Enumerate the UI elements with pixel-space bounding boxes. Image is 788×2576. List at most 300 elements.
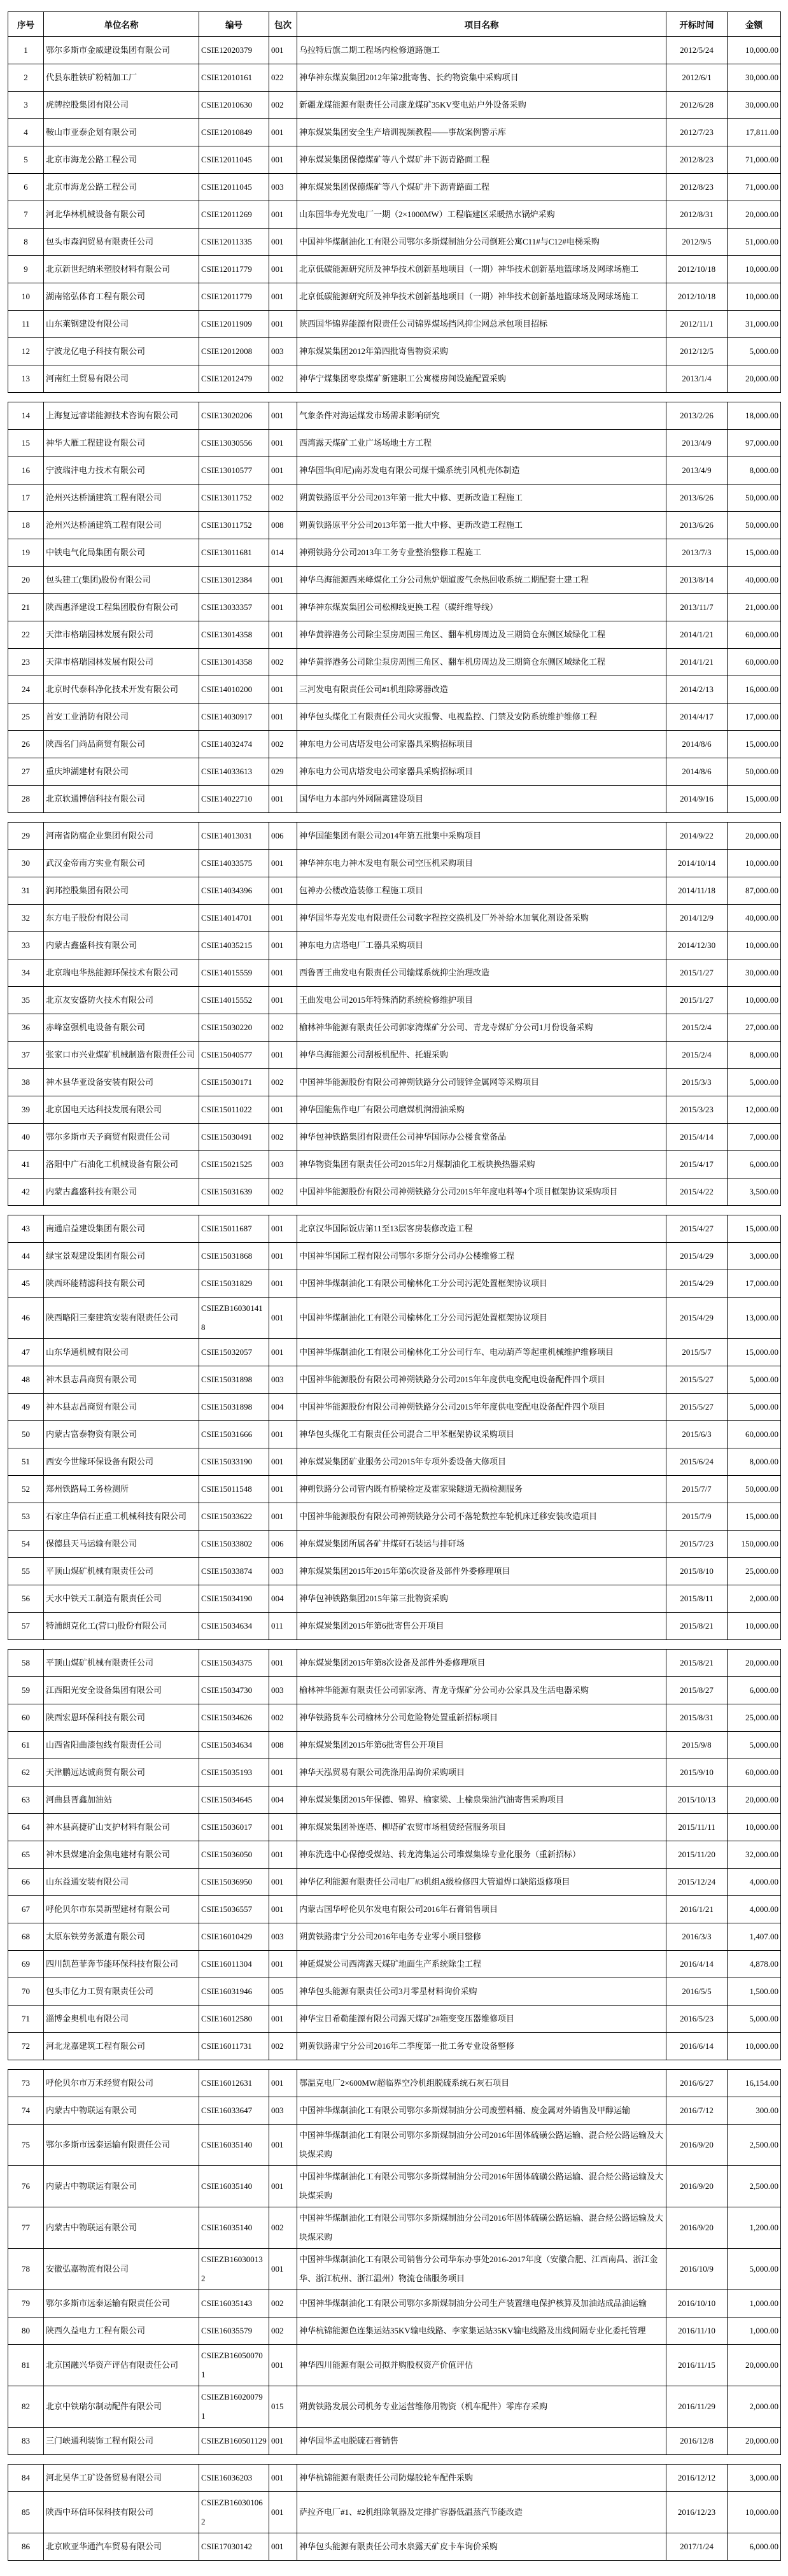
cell-amount: 15,000.00 bbox=[728, 1503, 781, 1531]
cell-company: 东方电子股份有限公司 bbox=[44, 905, 199, 932]
cell-company: 上海复远睿诺能源技术咨询有限公司 bbox=[44, 402, 199, 430]
cell-code: CSIE16011304 bbox=[199, 1951, 269, 1978]
cell-serial: 63 bbox=[8, 1787, 44, 1814]
cell-code: CSIE15036017 bbox=[199, 1814, 269, 1841]
table-row bbox=[8, 758, 781, 786]
cell-company: 宁波瑞沣电力技术有限公司 bbox=[44, 457, 199, 485]
cell-company: 河北华林机械设备有限公司 bbox=[44, 201, 199, 229]
cell-code: CSIE15011687 bbox=[199, 1215, 269, 1243]
cell-project: 神东电力店塔电厂工器具采购项目 bbox=[297, 932, 666, 959]
cell-bid-date: 2015/11/20 bbox=[666, 1841, 728, 1869]
cell-package: 002 bbox=[269, 365, 297, 393]
cell-package: 001 bbox=[269, 283, 297, 311]
cell-serial: 80 bbox=[8, 2318, 44, 2345]
cell-company: 宁波龙亿电子科技有限公司 bbox=[44, 338, 199, 365]
cell-serial: 24 bbox=[8, 676, 44, 704]
cell-project: 中国神华能源股份有限公司神朔铁路分公司2015年年度供电变配电设备配件四个项目 bbox=[297, 1394, 666, 1421]
cell-serial: 8 bbox=[8, 229, 44, 256]
cell-package: 014 bbox=[269, 539, 297, 567]
cell-bid-date: 2015/5/7 bbox=[666, 1339, 728, 1366]
cell-serial: 27 bbox=[8, 758, 44, 786]
cell-project: 北京低碳能源研究所及神华技术创新基地项目（一期）神华技术创新基地篮球场及网球场施工 bbox=[297, 283, 666, 311]
table-row bbox=[8, 365, 781, 393]
cell-package: 001 bbox=[269, 959, 297, 987]
table-row bbox=[8, 1951, 781, 1978]
table-row bbox=[8, 1558, 781, 1585]
cell-company: 陕西中环信环保科技有限公司 bbox=[44, 2492, 199, 2533]
cell-serial: 86 bbox=[8, 2533, 44, 2561]
cell-amount: 2,000.00 bbox=[728, 2386, 781, 2428]
cell-serial: 10 bbox=[8, 283, 44, 311]
cell-serial: 60 bbox=[8, 1704, 44, 1732]
cell-code: CSIE16010429 bbox=[199, 1923, 269, 1951]
cell-company: 中铁电气化局集团有限公司 bbox=[44, 539, 199, 567]
cell-company: 江西阳光安全设备集团有限公司 bbox=[44, 1677, 199, 1704]
cell-company: 鄂尔多斯市天予商贸有限责任公司 bbox=[44, 1124, 199, 1151]
cell-serial: 16 bbox=[8, 457, 44, 485]
table-row bbox=[8, 2533, 781, 2561]
cell-package: 002 bbox=[269, 1069, 297, 1096]
cell-amount: 10,000.00 bbox=[728, 256, 781, 283]
table-row bbox=[8, 2428, 781, 2455]
cell-amount: 5,000.00 bbox=[728, 1394, 781, 1421]
cell-package: 001 bbox=[269, 1096, 297, 1124]
cell-bid-date: 2015/7/23 bbox=[666, 1531, 728, 1558]
cell-code: CSIE16035140 bbox=[199, 2166, 269, 2207]
table-row bbox=[8, 1151, 781, 1178]
cell-package: 005 bbox=[269, 1978, 297, 2006]
cell-serial: 36 bbox=[8, 1014, 44, 1042]
table-row bbox=[8, 676, 781, 704]
cell-project: 神延煤炭公司西湾露天煤矿地面生产系统除尘工程 bbox=[297, 1951, 666, 1978]
cell-code: CSIE14032474 bbox=[199, 731, 269, 758]
cell-company: 虎牌控股集团有限公司 bbox=[44, 92, 199, 119]
cell-code: CSIE15011022 bbox=[199, 1096, 269, 1124]
cell-package: 002 bbox=[269, 1178, 297, 1206]
cell-project: 神华黄骅港务公司除尘泵房周围三角区、翻车机房周边及三期筒仓东侧区域绿化工程 bbox=[297, 621, 666, 649]
table-section-1 bbox=[8, 11, 781, 393]
cell-project: 神东煤炭集团安全生产培训视频教程——事故案例警示库 bbox=[297, 119, 666, 146]
cell-package: 001 bbox=[269, 676, 297, 704]
cell-project: 中国神华国际工程有限公司鄂尔多斯分公司办公楼维修工程 bbox=[297, 1243, 666, 1270]
table-row bbox=[8, 649, 781, 676]
col-header-code: 编号 bbox=[199, 12, 269, 37]
cell-project: 朔黄铁路原平分公司2013年第一批大中修、更新改造工程施工 bbox=[297, 512, 666, 539]
cell-code: CSIE15030491 bbox=[199, 1124, 269, 1151]
cell-project: 包神办公楼改造装修工程施工项目 bbox=[297, 877, 666, 905]
cell-code: CSIE13033357 bbox=[199, 594, 269, 621]
cell-company: 北京市海龙公路工程公司 bbox=[44, 174, 199, 201]
cell-package: 003 bbox=[269, 338, 297, 365]
cell-company: 北京软通博信科技有限公司 bbox=[44, 786, 199, 813]
cell-serial: 11 bbox=[8, 311, 44, 338]
cell-amount: 7,000.00 bbox=[728, 1124, 781, 1151]
cell-bid-date: 2014/9/22 bbox=[666, 823, 728, 850]
cell-project: 神华宝日希勒能源有限公司露天煤矿2#箱变变压器维修项目 bbox=[297, 2006, 666, 2033]
cell-serial: 17 bbox=[8, 485, 44, 512]
cell-package: 001 bbox=[269, 37, 297, 64]
cell-bid-date: 2014/11/18 bbox=[666, 877, 728, 905]
cell-amount: 15,000.00 bbox=[728, 1215, 781, 1243]
cell-serial: 34 bbox=[8, 959, 44, 987]
cell-package: 002 bbox=[269, 485, 297, 512]
cell-amount: 3,500.00 bbox=[728, 1178, 781, 1206]
table-row bbox=[8, 201, 781, 229]
cell-serial: 76 bbox=[8, 2166, 44, 2207]
cell-serial: 82 bbox=[8, 2386, 44, 2428]
cell-package: 001 bbox=[269, 119, 297, 146]
cell-amount: 50,000.00 bbox=[728, 485, 781, 512]
cell-project: 神东煤炭集团2015年第6批寄售公开项目 bbox=[297, 1732, 666, 1759]
table-row bbox=[8, 594, 781, 621]
cell-company: 山东莱钢建设有限公司 bbox=[44, 311, 199, 338]
cell-package: 001 bbox=[269, 1243, 297, 1270]
cell-serial: 3 bbox=[8, 92, 44, 119]
cell-project: 中国神华煤制油化工有限公司鄂尔多斯煤制油分公司废塑料桶、废金属对外销售及甲醇运输 bbox=[297, 2097, 666, 2125]
cell-code: CSIE12011045 bbox=[199, 174, 269, 201]
table-row bbox=[8, 1448, 781, 1476]
cell-bid-date: 2015/8/27 bbox=[666, 1677, 728, 1704]
cell-package: 001 bbox=[269, 1298, 297, 1339]
cell-amount: 40,000.00 bbox=[728, 567, 781, 594]
table-row bbox=[8, 512, 781, 539]
cell-code: CSIE13010577 bbox=[199, 457, 269, 485]
cell-serial: 23 bbox=[8, 649, 44, 676]
cell-code: CSIE15034375 bbox=[199, 1650, 269, 1677]
cell-project: 神华乌海能源西来峰煤化工分公司焦炉烟道废气余热回收系统二期配套土建工程 bbox=[297, 567, 666, 594]
cell-amount: 71,000.00 bbox=[728, 174, 781, 201]
cell-project: 神华国能集团有限公司2014年第五批集中采购项目 bbox=[297, 823, 666, 850]
cell-amount: 20,000.00 bbox=[728, 2428, 781, 2455]
cell-package: 011 bbox=[269, 1613, 297, 1640]
table-row bbox=[8, 539, 781, 567]
cell-project: 内蒙古国华呼伦贝尔发电有限公司2016年石膏销售项目 bbox=[297, 1896, 666, 1923]
cell-bid-date: 2015/4/14 bbox=[666, 1124, 728, 1151]
cell-serial: 74 bbox=[8, 2097, 44, 2125]
cell-bid-date: 2013/11/7 bbox=[666, 594, 728, 621]
cell-serial: 19 bbox=[8, 539, 44, 567]
cell-project: 神华包头能源有限责任公司3月零星材料询价采购 bbox=[297, 1978, 666, 2006]
cell-code: CSIE17030142 bbox=[199, 2533, 269, 2561]
cell-code: CSIE15033622 bbox=[199, 1503, 269, 1531]
cell-project: 神东煤炭集团2015年保德、锦界、榆家梁、上榆泉柴油汽油寄售采购项目 bbox=[297, 1787, 666, 1814]
cell-serial: 47 bbox=[8, 1339, 44, 1366]
cell-code: CSIE15031829 bbox=[199, 1270, 269, 1298]
cell-amount: 1,000.00 bbox=[728, 2290, 781, 2318]
cell-company: 洛阳中广石油化工机械设备有限公司 bbox=[44, 1151, 199, 1178]
cell-amount: 10,000.00 bbox=[728, 283, 781, 311]
cell-company: 沧州兴达桥涵建筑工程有限公司 bbox=[44, 512, 199, 539]
cell-code: CSIE15033802 bbox=[199, 1531, 269, 1558]
cell-bid-date: 2013/6/26 bbox=[666, 512, 728, 539]
table-row bbox=[8, 786, 781, 813]
cell-serial: 55 bbox=[8, 1558, 44, 1585]
cell-company: 石家庄华信石正重工机械科技有限公司 bbox=[44, 1503, 199, 1531]
cell-bid-date: 2015/8/31 bbox=[666, 1704, 728, 1732]
cell-serial: 61 bbox=[8, 1732, 44, 1759]
cell-project: 神华黄骅港务公司除尘泵房周围三角区、翻车机房周边及三期筒仓东侧区域绿化工程 bbox=[297, 649, 666, 676]
cell-code: CSIE13012384 bbox=[199, 567, 269, 594]
cell-serial: 40 bbox=[8, 1124, 44, 1151]
cell-code: CSIE13030556 bbox=[199, 430, 269, 457]
table-row bbox=[8, 567, 781, 594]
table-row bbox=[8, 2070, 781, 2097]
cell-code: CSIE16011731 bbox=[199, 2033, 269, 2060]
cell-project: 神东电力公司店塔发电公司家器具采购招标项目 bbox=[297, 731, 666, 758]
cell-bid-date: 2015/8/21 bbox=[666, 1650, 728, 1677]
cell-project: 鄂温克电厂2×600MW超临界空冷机组脱硫系统石灰石项目 bbox=[297, 2070, 666, 2097]
cell-code: CSIE16012580 bbox=[199, 2006, 269, 2033]
cell-project: 西鲁晋王曲发电有限责任公司输煤系统抑尘治理改造 bbox=[297, 959, 666, 987]
cell-serial: 85 bbox=[8, 2492, 44, 2533]
table-row bbox=[8, 1704, 781, 1732]
table-row bbox=[8, 1650, 781, 1677]
cell-company: 首安工业消防有限公司 bbox=[44, 704, 199, 731]
cell-package: 001 bbox=[269, 1896, 297, 1923]
cell-project: 中国神华煤制油化工有限公司销售分公司华东办事处2016-2017年度（安徽合肥、江西南昌、浙江金华、浙江杭州、浙江温州）物流仓储服务项目 bbox=[297, 2249, 666, 2290]
cell-company: 北京市海龙公路工程公司 bbox=[44, 146, 199, 174]
cell-bid-date: 2015/2/4 bbox=[666, 1042, 728, 1069]
table-row bbox=[8, 1124, 781, 1151]
table-row bbox=[8, 1978, 781, 2006]
cell-serial: 75 bbox=[8, 2125, 44, 2166]
cell-bid-date: 2015/3/23 bbox=[666, 1096, 728, 1124]
cell-amount: 6,000.00 bbox=[728, 1151, 781, 1178]
table-row bbox=[8, 457, 781, 485]
cell-bid-date: 2015/7/9 bbox=[666, 1503, 728, 1531]
cell-code: CSIE15034626 bbox=[199, 1704, 269, 1732]
cell-bid-date: 2015/9/10 bbox=[666, 1759, 728, 1787]
table-row bbox=[8, 1896, 781, 1923]
cell-company: 内蒙古中物联运有限公司 bbox=[44, 2097, 199, 2125]
cell-code: CSIE16035140 bbox=[199, 2207, 269, 2249]
cell-company: 三门峡通利装饰工程有限公司 bbox=[44, 2428, 199, 2455]
cell-bid-date: 2016/9/20 bbox=[666, 2166, 728, 2207]
cell-code: CSIE14033575 bbox=[199, 850, 269, 877]
cell-amount: 12,000.00 bbox=[728, 1096, 781, 1124]
table-row bbox=[8, 2006, 781, 2033]
cell-company: 神华大雁工程建设有限公司 bbox=[44, 430, 199, 457]
cell-company: 天津市格瑞园林发展有限公司 bbox=[44, 649, 199, 676]
cell-code: CSIE12011909 bbox=[199, 311, 269, 338]
cell-project: 榆林神华能源有限责任公司郭家湾、青龙寺煤矿分公司办公家具及生活电器采购 bbox=[297, 1677, 666, 1704]
cell-code: CSIE14015552 bbox=[199, 987, 269, 1014]
cell-company: 绿宝景观建设集团有限公司 bbox=[44, 1243, 199, 1270]
cell-project: 榆林神华能源有限责任公司郭家湾煤矿分公司、青龙寺煤矿分公司1月份设备采购 bbox=[297, 1014, 666, 1042]
table-row bbox=[8, 1339, 781, 1366]
table-row bbox=[8, 2465, 781, 2492]
cell-amount: 5,000.00 bbox=[728, 2006, 781, 2033]
cell-code: CSIE14034396 bbox=[199, 877, 269, 905]
cell-amount: 16,154.00 bbox=[728, 2070, 781, 2097]
cell-project: 萨拉齐电厂#1、#2机组除氧器及定排扩容器低温蒸汽节能改造 bbox=[297, 2492, 666, 2533]
table-row bbox=[8, 311, 781, 338]
cell-serial: 66 bbox=[8, 1869, 44, 1896]
cell-code: CSIE13011752 bbox=[199, 512, 269, 539]
cell-project: 神华宁煤集团枣泉煤矿新建职工公寓楼房间设施配置采购 bbox=[297, 365, 666, 393]
cell-serial: 54 bbox=[8, 1531, 44, 1558]
table-row bbox=[8, 1759, 781, 1787]
cell-package: 001 bbox=[269, 786, 297, 813]
cell-bid-date: 2015/2/4 bbox=[666, 1014, 728, 1042]
cell-project: 神朔铁路分公司管内既有桥梁检定及霍家梁隧道无损检测服务 bbox=[297, 1476, 666, 1503]
cell-project: 神东煤炭集团2015年2015年第6次设备及部件外委修理项目 bbox=[297, 1558, 666, 1585]
cell-serial: 51 bbox=[8, 1448, 44, 1476]
cell-company: 安徽弘嘉物流有限公司 bbox=[44, 2249, 199, 2290]
cell-project: 神华铁路货车公司榆林分公司危险物处置重新招标项目 bbox=[297, 1704, 666, 1732]
cell-bid-date: 2013/7/3 bbox=[666, 539, 728, 567]
cell-amount: 27,000.00 bbox=[728, 1014, 781, 1042]
cell-package: 001 bbox=[269, 402, 297, 430]
cell-package: 002 bbox=[269, 1124, 297, 1151]
cell-amount: 10,000.00 bbox=[728, 932, 781, 959]
table-row bbox=[8, 1366, 781, 1394]
cell-company: 山东益通安装有限公司 bbox=[44, 1869, 199, 1896]
cell-serial: 45 bbox=[8, 1270, 44, 1298]
table-row bbox=[8, 1096, 781, 1124]
cell-project: 中国神华煤制油化工有限公司榆林化工分公司污泥处置框架协议项目 bbox=[297, 1298, 666, 1339]
cell-package: 001 bbox=[269, 430, 297, 457]
cell-code: CSIE15034634 bbox=[199, 1613, 269, 1640]
cell-amount: 60,000.00 bbox=[728, 1421, 781, 1448]
cell-serial: 2 bbox=[8, 64, 44, 92]
cell-company: 北京中铁瑞尔制动配件有限公司 bbox=[44, 2386, 199, 2428]
cell-package: 001 bbox=[269, 1339, 297, 1366]
cell-package: 001 bbox=[269, 1503, 297, 1531]
cell-package: 029 bbox=[269, 758, 297, 786]
cell-package: 002 bbox=[269, 2033, 297, 2060]
table-row bbox=[8, 430, 781, 457]
cell-amount: 15,000.00 bbox=[728, 731, 781, 758]
cell-bid-date: 2015/4/29 bbox=[666, 1298, 728, 1339]
cell-project: 神东煤炭集团2015年第6批寄售公开项目 bbox=[297, 1613, 666, 1640]
table-section-2 bbox=[8, 402, 781, 813]
cell-package: 001 bbox=[269, 1448, 297, 1476]
cell-project: 中国神华能源股份有限公司神朔铁路分公司镀锌金属网等采购项目 bbox=[297, 1069, 666, 1096]
cell-code: CSIEZB160301062 bbox=[199, 2492, 269, 2533]
cell-package: 015 bbox=[269, 2386, 297, 2428]
cell-package: 004 bbox=[269, 1787, 297, 1814]
cell-bid-date: 2015/10/13 bbox=[666, 1787, 728, 1814]
cell-amount: 17,000.00 bbox=[728, 1270, 781, 1298]
cell-bid-date: 2015/4/29 bbox=[666, 1243, 728, 1270]
cell-package: 003 bbox=[269, 1558, 297, 1585]
table-row bbox=[8, 1215, 781, 1243]
cell-amount: 25,000.00 bbox=[728, 1558, 781, 1585]
cell-bid-date: 2015/4/17 bbox=[666, 1151, 728, 1178]
cell-package: 003 bbox=[269, 1151, 297, 1178]
table-section-7 bbox=[8, 2464, 781, 2561]
cell-project: 中国神华煤制油化工有限公司榆林化工分公司行车、电动葫芦等起重机械维护维修项目 bbox=[297, 1339, 666, 1366]
table-row bbox=[8, 1585, 781, 1613]
cell-company: 神木县志昌商贸有限公司 bbox=[44, 1394, 199, 1421]
table-row bbox=[8, 850, 781, 877]
cell-bid-date: 2017/1/24 bbox=[666, 2533, 728, 2561]
cell-amount: 2,500.00 bbox=[728, 2125, 781, 2166]
cell-serial: 4 bbox=[8, 119, 44, 146]
cell-serial: 48 bbox=[8, 1366, 44, 1394]
cell-bid-date: 2015/6/3 bbox=[666, 1421, 728, 1448]
cell-serial: 52 bbox=[8, 1476, 44, 1503]
cell-project: 中国神华能源股份有限公司神朔铁路分公司2015年年度电料等4个项目框架协议采购项目 bbox=[297, 1178, 666, 1206]
table-row bbox=[8, 877, 781, 905]
table-row bbox=[8, 2290, 781, 2318]
cell-project: 神华四川能源有限公司拟并购股权资产价值评估 bbox=[297, 2345, 666, 2386]
table-row bbox=[8, 256, 781, 283]
cell-serial: 42 bbox=[8, 1178, 44, 1206]
col-header-serial: 序号 bbox=[8, 12, 44, 37]
cell-code: CSIE12011269 bbox=[199, 201, 269, 229]
cell-bid-date: 2014/9/16 bbox=[666, 786, 728, 813]
cell-serial: 12 bbox=[8, 338, 44, 365]
cell-company: 南通启益建设集团有限公司 bbox=[44, 1215, 199, 1243]
table-row bbox=[8, 959, 781, 987]
cell-bid-date: 2015/3/3 bbox=[666, 1069, 728, 1096]
cell-serial: 69 bbox=[8, 1951, 44, 1978]
cell-code: CSIE12010630 bbox=[199, 92, 269, 119]
cell-package: 001 bbox=[269, 1421, 297, 1448]
cell-project: 山东国华寿光发电厂一期（2×1000MW）工程临建区采暖热水锅炉采购 bbox=[297, 201, 666, 229]
cell-project: 中国神华煤制油化工有限公司鄂尔多斯煤制油分公司2016年固体硫磺公路运输、混合烃公路运输及大块煤采购 bbox=[297, 2166, 666, 2207]
cell-package: 008 bbox=[269, 512, 297, 539]
cell-code: CSIE15011548 bbox=[199, 1476, 269, 1503]
cell-bid-date: 2015/8/10 bbox=[666, 1558, 728, 1585]
cell-company: 陕西宏恩环保科技有限公司 bbox=[44, 1704, 199, 1732]
header-row bbox=[8, 12, 781, 37]
cell-project: 神华包头煤化工有限责任公司火灾报警、电视监控、门禁及安防系统维护维修工程 bbox=[297, 704, 666, 731]
procurement-results-table bbox=[8, 11, 780, 2561]
cell-amount: 20,000.00 bbox=[728, 365, 781, 393]
cell-company: 张家口市兴业煤矿机械制造有限责任公司 bbox=[44, 1042, 199, 1069]
cell-project: 王曲发电公司2015年特殊消防系统检修维护项目 bbox=[297, 987, 666, 1014]
table-row bbox=[8, 2207, 781, 2249]
cell-serial: 78 bbox=[8, 2249, 44, 2290]
cell-serial: 79 bbox=[8, 2290, 44, 2318]
cell-amount: 10,000.00 bbox=[728, 987, 781, 1014]
table-row bbox=[8, 1014, 781, 1042]
cell-package: 001 bbox=[269, 1476, 297, 1503]
table-row bbox=[8, 1270, 781, 1298]
cell-code: CSIEZB160200791 bbox=[199, 2386, 269, 2428]
cell-bid-date: 2015/12/24 bbox=[666, 1869, 728, 1896]
cell-bid-date: 2014/12/30 bbox=[666, 932, 728, 959]
cell-package: 001 bbox=[269, 877, 297, 905]
cell-bid-date: 2015/1/27 bbox=[666, 959, 728, 987]
table-row bbox=[8, 1421, 781, 1448]
cell-code: CSIE12011045 bbox=[199, 146, 269, 174]
cell-bid-date: 2016/12/12 bbox=[666, 2465, 728, 2492]
cell-package: 002 bbox=[269, 2290, 297, 2318]
table-row bbox=[8, 338, 781, 365]
cell-amount: 10,000.00 bbox=[728, 1613, 781, 1640]
cell-amount: 15,000.00 bbox=[728, 786, 781, 813]
cell-company: 平顶山煤矿机械有限责任公司 bbox=[44, 1650, 199, 1677]
cell-company: 陕西环能精滤科技有限公司 bbox=[44, 1270, 199, 1298]
cell-code: CSIE15031639 bbox=[199, 1178, 269, 1206]
cell-package: 003 bbox=[269, 1923, 297, 1951]
cell-project: 神华亿利能源有限责任公司电厂#3机组A级检修四大管道焊口缺陷返修项目 bbox=[297, 1869, 666, 1896]
cell-amount: 3,000.00 bbox=[728, 2465, 781, 2492]
cell-package: 001 bbox=[269, 2125, 297, 2166]
cell-serial: 39 bbox=[8, 1096, 44, 1124]
cell-bid-date: 2012/7/23 bbox=[666, 119, 728, 146]
cell-package: 001 bbox=[269, 2006, 297, 2033]
cell-amount: 15,000.00 bbox=[728, 539, 781, 567]
cell-code: CSIE15034634 bbox=[199, 1732, 269, 1759]
cell-package: 002 bbox=[269, 1704, 297, 1732]
cell-bid-date: 2015/7/7 bbox=[666, 1476, 728, 1503]
cell-bid-date: 2015/9/8 bbox=[666, 1732, 728, 1759]
